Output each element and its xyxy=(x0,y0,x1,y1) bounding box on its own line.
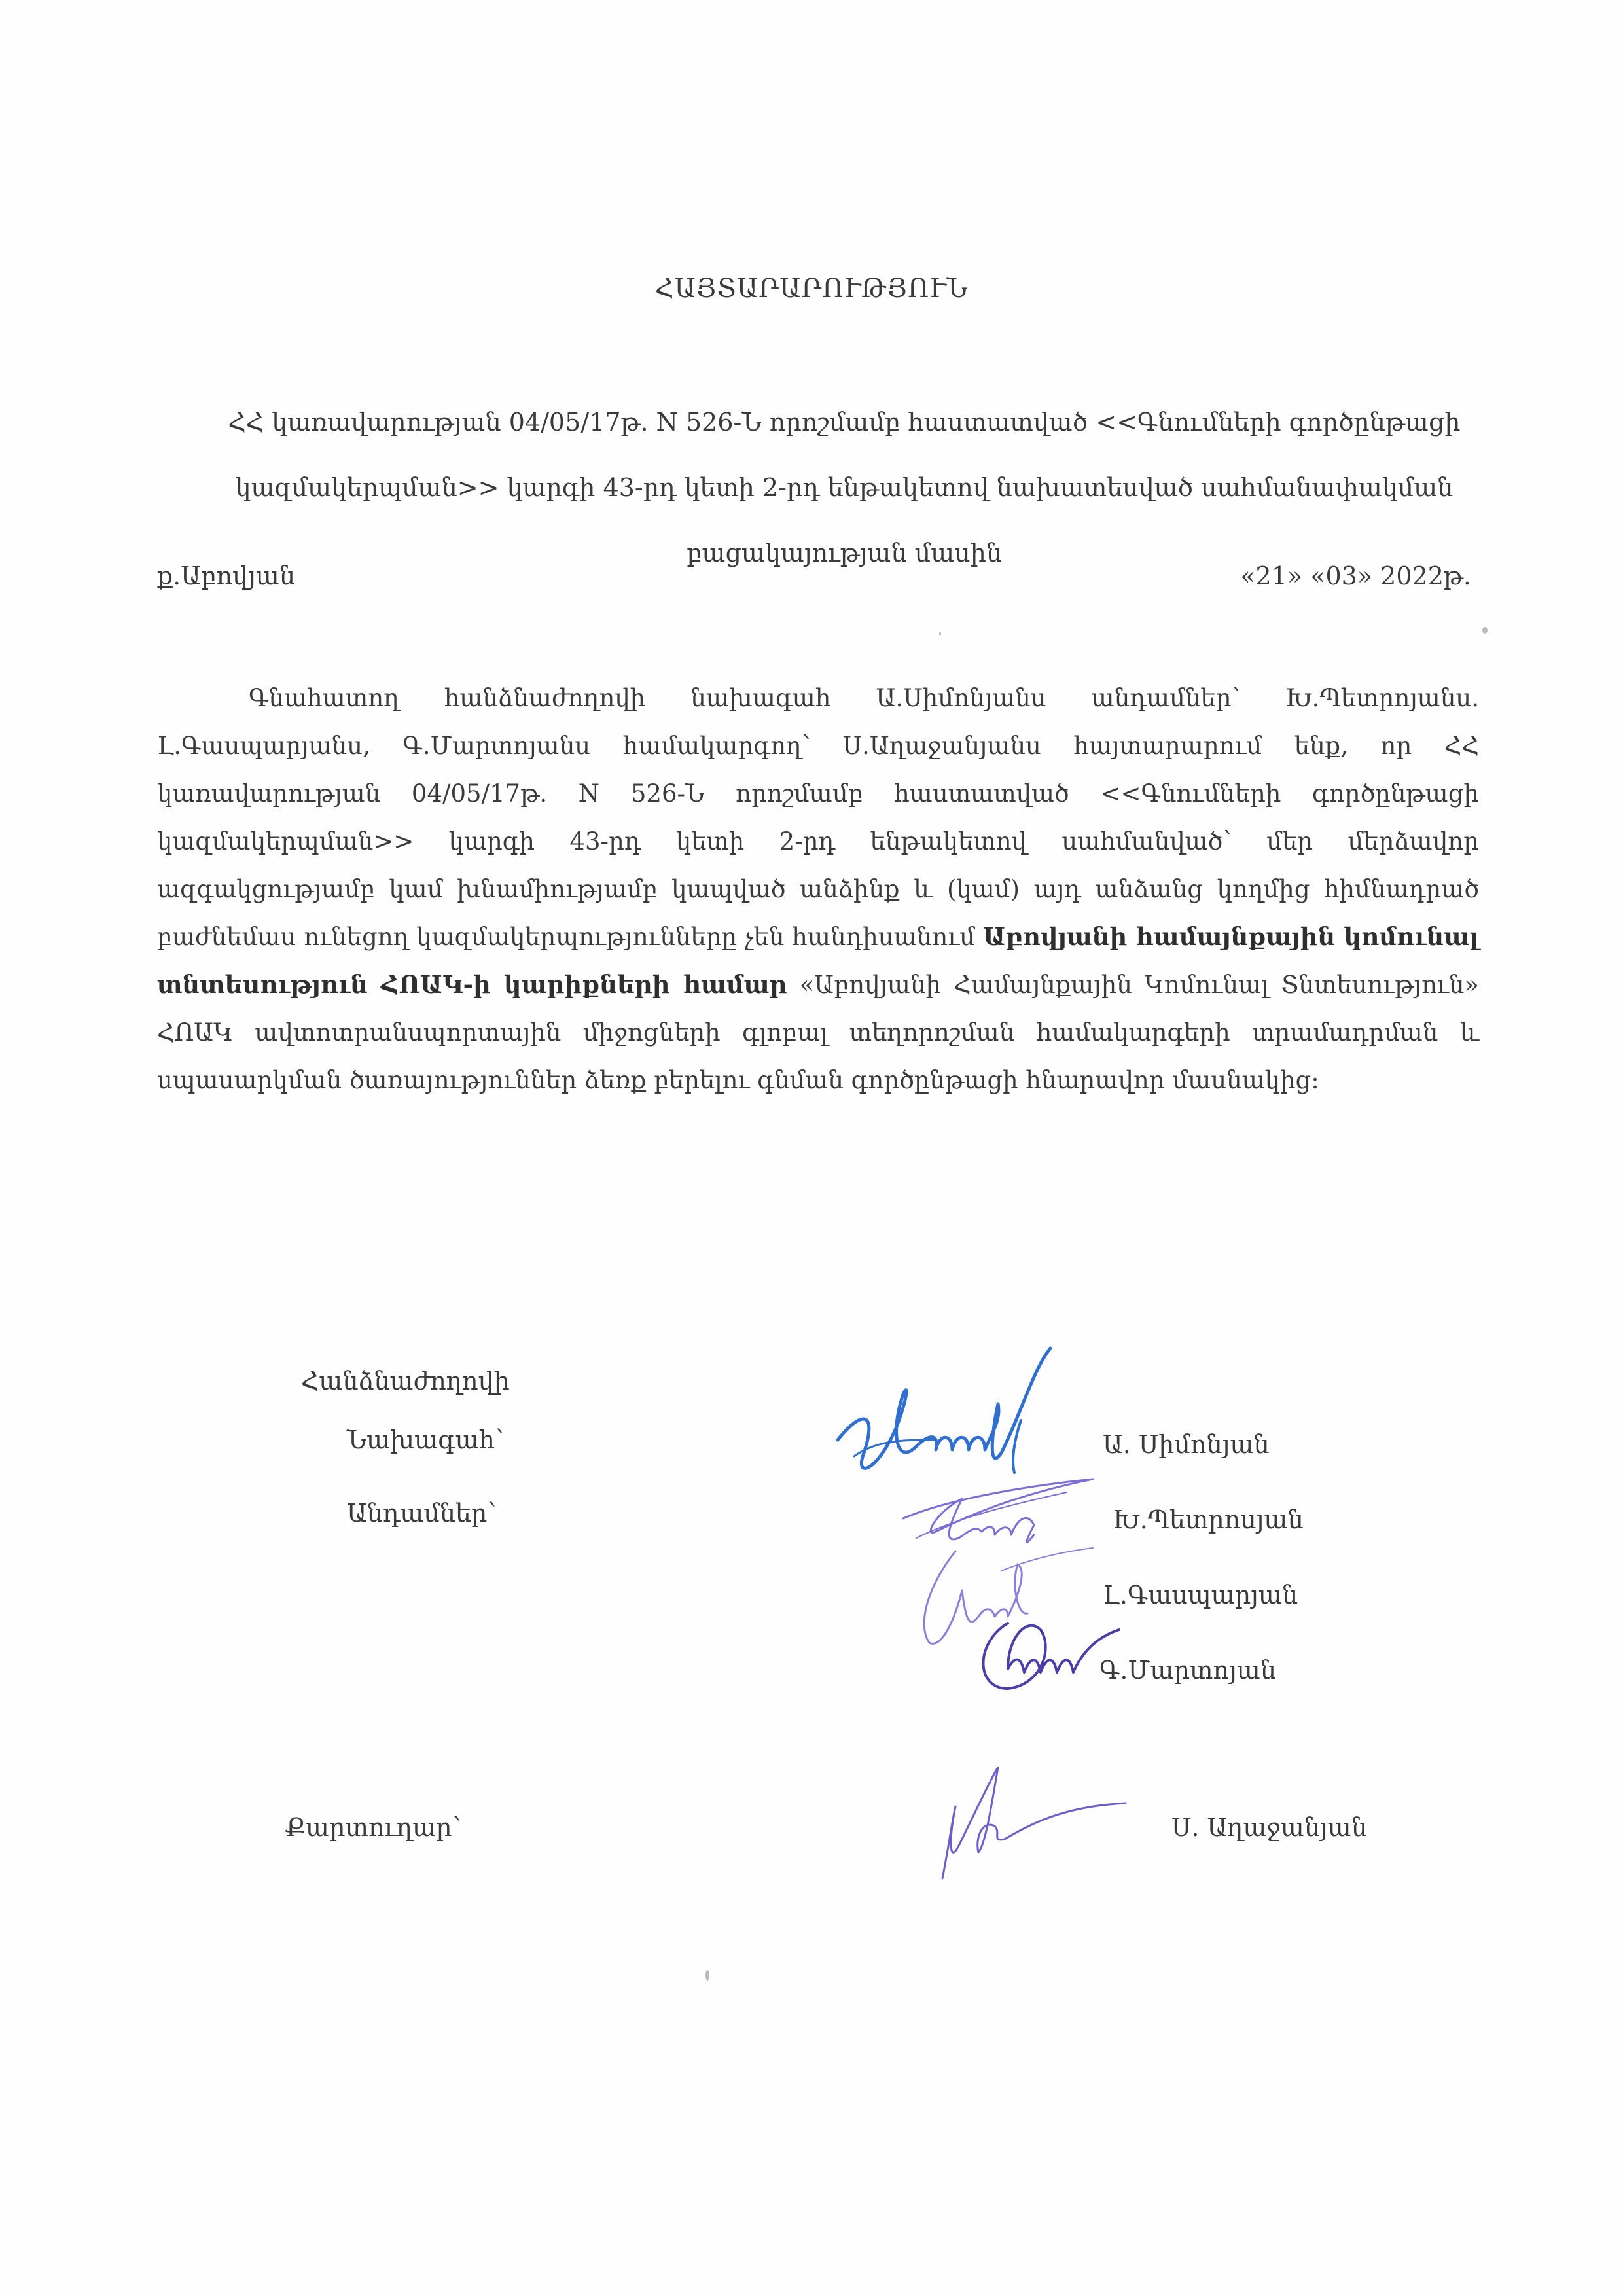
member3-signature xyxy=(969,1610,1126,1695)
body-text-bold: Աբովյանի համայնքային կոմունալ տնտեսություն ՀՈԱԿ-ի կարիքների համար xyxy=(157,922,1479,999)
member2-name: Լ.Գասպարյան xyxy=(1103,1581,1298,1609)
body-paragraph xyxy=(157,674,1479,1104)
scan-speck xyxy=(1482,627,1488,634)
coordinator-name: Ս. Աղաջանյան xyxy=(1171,1813,1368,1842)
chair-name: Ա. Սիմոնյան xyxy=(1103,1430,1270,1459)
body-text-part2: «Աբովյանի Համայնքային Կոմունալ Տնտեսություն» ՀՈԱԿ ավտոտրանսպորտային միջոցների գլոբալ տեղորոշման համակարգերի տրամադրման և սպասարկման ծառայություններ ձեռք բերելու գնման գործընթացի հնարավոր մասնակից: xyxy=(157,971,1479,1094)
scan-speck xyxy=(705,1970,709,1981)
scan-speck xyxy=(939,632,941,636)
members-label: Անդամներ՝ xyxy=(347,1499,497,1528)
document-subtitle: ՀՀ կառավարության 04/05/17թ. N 526-Ն որոշմամբ հաստատված <<Գնումների գործընթացի կազմակերպման>> կարգի 43-րդ կետի 2-րդ ենթակետով նախատեսված սահմանափակման բացակայության մասին xyxy=(228,408,1461,567)
date-label: «21» «03» 2022թ. xyxy=(1240,562,1471,590)
coordinator-label: Քարտուղար՝ xyxy=(285,1813,461,1842)
member1-name: Խ.Պետրոսյան xyxy=(1113,1505,1304,1534)
chair-label: Նախագահ՝ xyxy=(347,1426,504,1454)
body-text-part1: Գնահատող հանձնաժողովի նախագահ Ա.Սիմոնյանս անդամներ՝ Խ.Պետրոյանս. Լ.Գասպարյանս, Գ.Մարտոյանս համակարգող՝ Ս.Աղաջանյանս հայտարարում ենք, որ ՀՀ կառավարության 04/05/17թ. N 526-Ն որոշմամբ հաստատված <<Գնումների գործընթացի կազմակերպման>> կարգի 43-րդ կետի 2-րդ ենթակետով սահմանված՝ մեր մերձավոր ազգակցությամբ կամ խնամիությամբ կապված անձինք և (կամ) այդ անձանց կողմից հիմնադրած բաժնեմաս ունեցող կազմակերպությունները չեն հանդիսանում xyxy=(157,684,1479,951)
committee-label: Հանձնաժողովի xyxy=(301,1367,510,1395)
chair-signature xyxy=(825,1342,1086,1492)
coordinator-signature xyxy=(929,1767,1178,1885)
place-label: ք.Աբովյան xyxy=(157,562,296,590)
document-title: ՀԱՅՏԱՐԱՐՈՒԹՅՈՒՆ xyxy=(654,274,969,304)
member3-name: Գ.Մարտոյան xyxy=(1099,1656,1277,1685)
